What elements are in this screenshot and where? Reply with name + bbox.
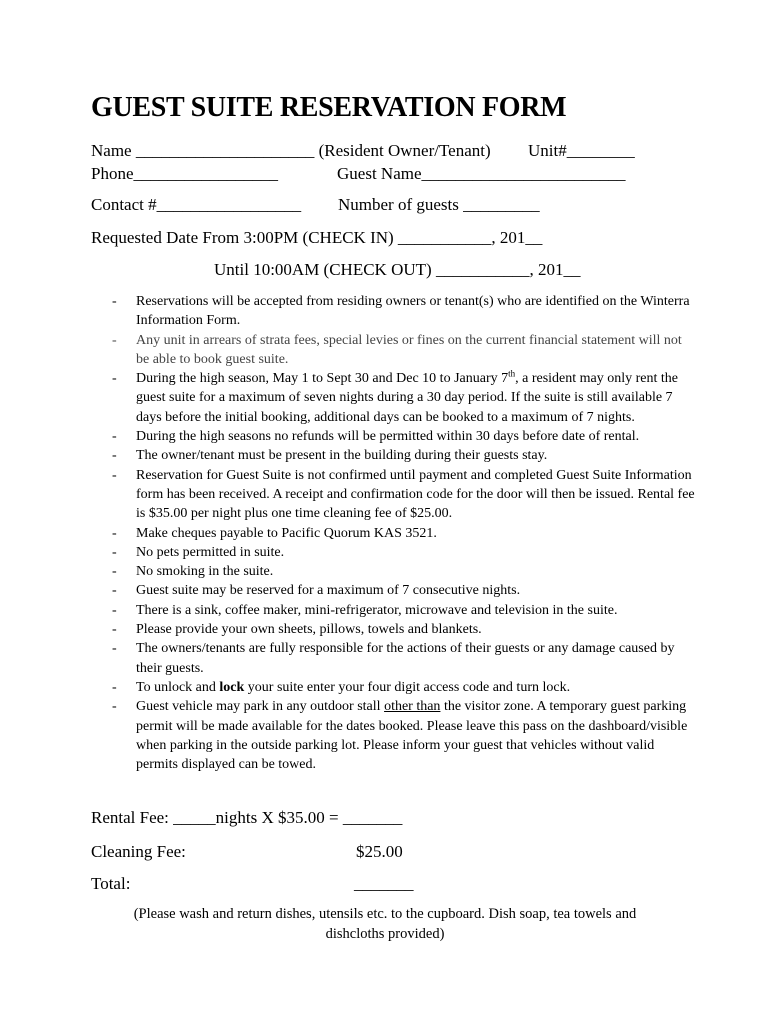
contact-field[interactable]: Contact #_________________ [91, 195, 302, 214]
number-of-guests-field[interactable]: Number of guests _________ [338, 195, 540, 214]
checkout-date-field[interactable]: Until 10:00AM (CHECK OUT) ___________, 201__ [214, 260, 581, 279]
rule-item: - The owner/tenant must be present in the building during their guests stay. [112, 448, 548, 464]
rule-item: - During the high season, May 1 to Sept 30 and Dec 10 to January 7th, a resident may only rent the guest suite for a maximum of seven nights during a 30 day period. If the suite is still available 7 days before the initial booking, additional days can be booked to a maximum of 7 nights. [112, 368, 679, 425]
name-field[interactable]: Name _____________________ (Resident Owner/Tenant) [91, 141, 491, 160]
rule-item: - No pets permitted in suite. [112, 544, 285, 560]
footer-note-line: (Please wash and return dishes, utensils etc. to the cupboard. Dish soap, tea towels and [133, 906, 637, 922]
guest-name-field[interactable]: Guest Name________________________ [337, 164, 626, 183]
unit-field[interactable]: Unit#________ [528, 141, 635, 160]
rule-item: - Guest vehicle may park in any outdoor stall other than the visitor zone. A temporary guest parking permit will be made available for the dates booked. Please leave this pass on the dashboard/visible when parking in the outside parking lot. Please inform your guest that vehicles without valid permits displayed can be towed. [112, 699, 688, 773]
rule-item: - The owners/tenants are fully responsible for the actions of their guests or any damage caused by their guests. [112, 641, 675, 676]
rule-item: - No smoking in the suite. [112, 564, 274, 580]
phone-field[interactable]: Phone_________________ [91, 164, 278, 183]
rule-item: - Please provide your own sheets, pillows, towels and blankets. [112, 622, 482, 638]
requested-date-field[interactable]: Requested Date From 3:00PM (CHECK IN) ___________, 201__ [91, 228, 543, 247]
rental-fee-field[interactable]: Rental Fee: _____nights X $35.00 = _______ [91, 808, 403, 827]
rule-item: - There is a sink, coffee maker, mini-refrigerator, microwave and television in the suite. [112, 602, 618, 618]
total-field[interactable]: _______ [354, 874, 414, 893]
rule-item: - During the high seasons no refunds will be permitted within 30 days before date of rental. [112, 429, 640, 445]
footer-note [91, 904, 679, 944]
rule-item: - Make cheques payable to Pacific Quorum KAS 3521. [112, 525, 437, 541]
cleaning-fee-label: Cleaning Fee: [91, 842, 186, 861]
rule-item: - Guest suite may be reserved for a maximum of 7 consecutive nights. [112, 583, 521, 599]
cleaning-fee-value: $25.00 [356, 842, 403, 861]
rule-item: - To unlock and lock your suite enter your four digit access code and turn lock. [112, 679, 571, 695]
form-title: GUEST SUITE RESERVATION FORM [91, 92, 567, 123]
footer-note-line: dishcloths provided) [325, 926, 445, 942]
rule-item: - Any unit in arrears of strata fees, special levies or fines on the current financial statement will not be able to book guest suite. [112, 332, 682, 367]
rule-item: - Reservations will be accepted from residing owners or tenant(s) who are identified on the Winterra Information Form. [112, 294, 690, 329]
total-label: Total: [91, 874, 131, 893]
rules-list [112, 292, 697, 774]
rule-item: - Reservation for Guest Suite is not confirmed until payment and completed Guest Suite Information form has been received. A receipt and confirmation code for the door will then be issued. Rental fee is $35.00 per night plus one time cleaning fee of $25.00. [112, 467, 695, 522]
